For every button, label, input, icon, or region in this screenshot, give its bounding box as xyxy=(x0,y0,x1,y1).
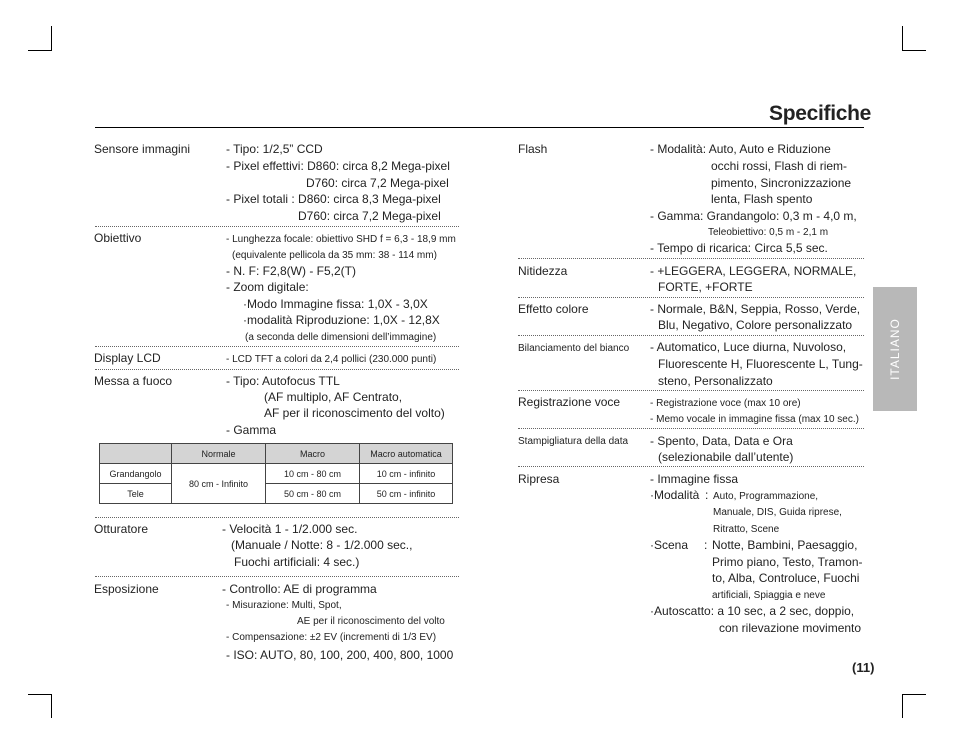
crop-mark xyxy=(902,694,903,718)
spec-value: (equivalente pellicola da 35 mm: 38 - 114 mm) xyxy=(232,250,437,261)
divider xyxy=(95,346,459,347)
spec-value: (Manuale / Notte: 8 - 1/2.000 sec., xyxy=(231,538,413,552)
divider xyxy=(95,517,459,518)
spec-value: FORTE, +FORTE xyxy=(658,280,753,294)
divider xyxy=(95,576,459,577)
divider xyxy=(95,369,459,370)
spec-label: Messa a fuoco xyxy=(94,374,173,388)
table-row-header: Grandangolo xyxy=(100,464,172,484)
spec-value: (selezionabile dall’utente) xyxy=(658,450,794,464)
spec-value: - Modalità: Auto, Auto e Riduzione xyxy=(650,142,831,156)
spec-value: - Compensazione: ±2 EV (incrementi di 1/3 EV) xyxy=(226,632,437,643)
crop-mark xyxy=(902,694,926,695)
spec-value: - Zoom digitale: xyxy=(226,280,309,294)
spec-value: - Immagine fissa xyxy=(650,472,739,486)
crop-mark xyxy=(28,50,52,51)
spec-value: - Tempo di ricarica: Circa 5,5 sec. xyxy=(650,241,828,255)
spec-value: Primo piano, Testo, Tramon- xyxy=(712,555,863,569)
spec-value: - N. F: F2,8(W) - F5,2(T) xyxy=(226,264,356,278)
divider xyxy=(518,428,864,429)
spec-value: - Automatico, Luce diurna, Nuvoloso, xyxy=(650,340,847,354)
spec-value: (a seconda delle dimensioni dell’immagine) xyxy=(245,332,437,343)
spec-value: - Memo vocale in immagine fissa (max 10 sec.) xyxy=(650,414,859,425)
crop-mark xyxy=(28,694,52,695)
spec-label: Registrazione voce xyxy=(518,395,621,409)
spec-value: : xyxy=(705,488,709,502)
spec-value: AE per il riconoscimento del volto xyxy=(297,616,445,627)
spec-value: ·Modalità xyxy=(650,488,700,502)
focus-range-table xyxy=(99,443,453,504)
spec-label: Display LCD xyxy=(94,351,161,365)
spec-value: : xyxy=(704,538,708,552)
table-cell: 50 cm - 80 cm xyxy=(266,484,360,504)
spec-value: D760: circa 7,2 Mega-pixel xyxy=(298,209,441,223)
divider xyxy=(518,335,864,336)
spec-value: Auto, Programmazione, xyxy=(713,491,819,502)
table-header: Normale xyxy=(172,444,266,464)
spec-value: Notte, Bambini, Paesaggio, xyxy=(712,538,858,552)
spec-value: - LCD TFT a colori da 2,4 pollici (230.000 punti) xyxy=(226,354,437,365)
spec-value: artificiali, Spiaggia e neve xyxy=(712,590,826,601)
spec-value: D760: circa 7,2 Mega-pixel xyxy=(306,176,449,190)
spec-label: Obiettivo xyxy=(94,231,142,245)
spec-label: Effetto colore xyxy=(518,302,589,316)
spec-value: - Gamma: Grandangolo: 0,3 m - 4,0 m, xyxy=(650,209,857,223)
crop-mark xyxy=(902,26,903,50)
table-header: Macro automatica xyxy=(360,444,453,464)
spec-value: to, Alba, Controluce, Fuochi xyxy=(712,571,860,585)
spec-value: - Tipo: Autofocus TTL xyxy=(226,374,340,388)
spec-value: - +LEGGERA, LEGGERA, NORMALE, xyxy=(650,264,857,278)
spec-value: - Tipo: 1/2,5” CCD xyxy=(226,142,323,156)
divider xyxy=(518,297,864,298)
language-tab-label: ITALIANO xyxy=(888,318,902,380)
spec-value: Ritratto, Scene xyxy=(713,524,780,535)
spec-label: Otturatore xyxy=(94,522,149,536)
spec-value: Fluorescente H, Fluorescente L, Tung- xyxy=(658,357,863,371)
spec-value: con rilevazione movimento xyxy=(719,621,862,635)
title-rule xyxy=(95,127,864,128)
spec-label: Sensore immagini xyxy=(94,142,191,156)
spec-value: - ISO: AUTO, 80, 100, 200, 400, 800, 1000 xyxy=(226,648,454,662)
spec-value: pimento, Sincronizzazione xyxy=(711,176,852,190)
page-title: Specifiche xyxy=(769,102,872,125)
spec-value: Manuale, DIS, Guida riprese, xyxy=(713,507,842,518)
divider xyxy=(95,226,459,227)
spec-value: - Normale, B&N, Seppia, Rosso, Verde, xyxy=(650,302,861,316)
spec-label: Ripresa xyxy=(518,472,560,486)
table-cell: 50 cm - infinito xyxy=(360,484,453,504)
spec-value: (AF multiplo, AF Centrato, xyxy=(264,390,403,404)
table-header: Macro xyxy=(266,444,360,464)
spec-value: AF per il riconoscimento del volto) xyxy=(264,406,445,420)
spec-label: Stampigliatura della data xyxy=(518,436,629,447)
table-cell: 10 cm - infinito xyxy=(360,464,453,484)
spec-value: - Controllo: AE di programma xyxy=(222,582,377,596)
spec-value: Teleobiettivo: 0,5 m - 2,1 m xyxy=(708,227,829,238)
spec-value: - Pixel totali : D860: circa 8,3 Mega-pixel xyxy=(226,192,441,206)
spec-value: Blu, Negativo, Colore personalizzato xyxy=(658,318,853,332)
spec-value: ·Autoscatto: a 10 sec, a 2 sec, doppio, xyxy=(650,604,855,618)
crop-mark xyxy=(51,26,52,50)
spec-value: - Lunghezza focale: obiettivo SHD f = 6,3 - 18,9 mm xyxy=(226,234,456,245)
spec-label: Flash xyxy=(518,142,548,156)
table-row xyxy=(100,484,453,504)
spec-value: - Velocità 1 - 1/2.000 sec. xyxy=(222,522,358,536)
spec-value: - Spento, Data, Data e Ora xyxy=(650,434,793,448)
spec-label: Nitidezza xyxy=(518,264,568,278)
language-tab xyxy=(873,287,917,411)
table-row xyxy=(100,464,453,484)
crop-mark xyxy=(51,694,52,718)
spec-value: steno, Personalizzato xyxy=(658,374,773,388)
page-number: (11) xyxy=(852,660,875,675)
crop-mark xyxy=(902,50,926,51)
divider xyxy=(518,258,864,259)
divider xyxy=(518,390,864,391)
table-cell: 80 cm - Infinito xyxy=(172,464,266,504)
spec-value: lenta, Flash spento xyxy=(711,192,813,206)
spec-label: Bilanciamento del bianco xyxy=(518,343,630,354)
spec-value: ·Scena xyxy=(650,538,689,552)
divider xyxy=(518,466,864,467)
spec-value: ·Modo Immagine fissa: 1,0X - 3,0X xyxy=(243,297,428,311)
spec-value: Fuochi artificiali: 4 sec.) xyxy=(234,555,360,569)
spec-value: ·modalità Riproduzione: 1,0X - 12,8X xyxy=(243,313,440,327)
spec-value: occhi rossi, Flash di riem- xyxy=(711,159,848,173)
spec-value: - Misurazione: Multi, Spot, xyxy=(226,600,342,611)
spec-label: Esposizione xyxy=(94,582,159,596)
spec-value: - Registrazione voce (max 10 ore) xyxy=(650,398,801,409)
table-corner xyxy=(100,444,172,464)
table-cell: 10 cm - 80 cm xyxy=(266,464,360,484)
spec-value: - Gamma xyxy=(226,423,277,437)
spec-value: - Pixel effettivi: D860: circa 8,2 Mega-pixel xyxy=(226,159,450,173)
table-row-header: Tele xyxy=(100,484,172,504)
